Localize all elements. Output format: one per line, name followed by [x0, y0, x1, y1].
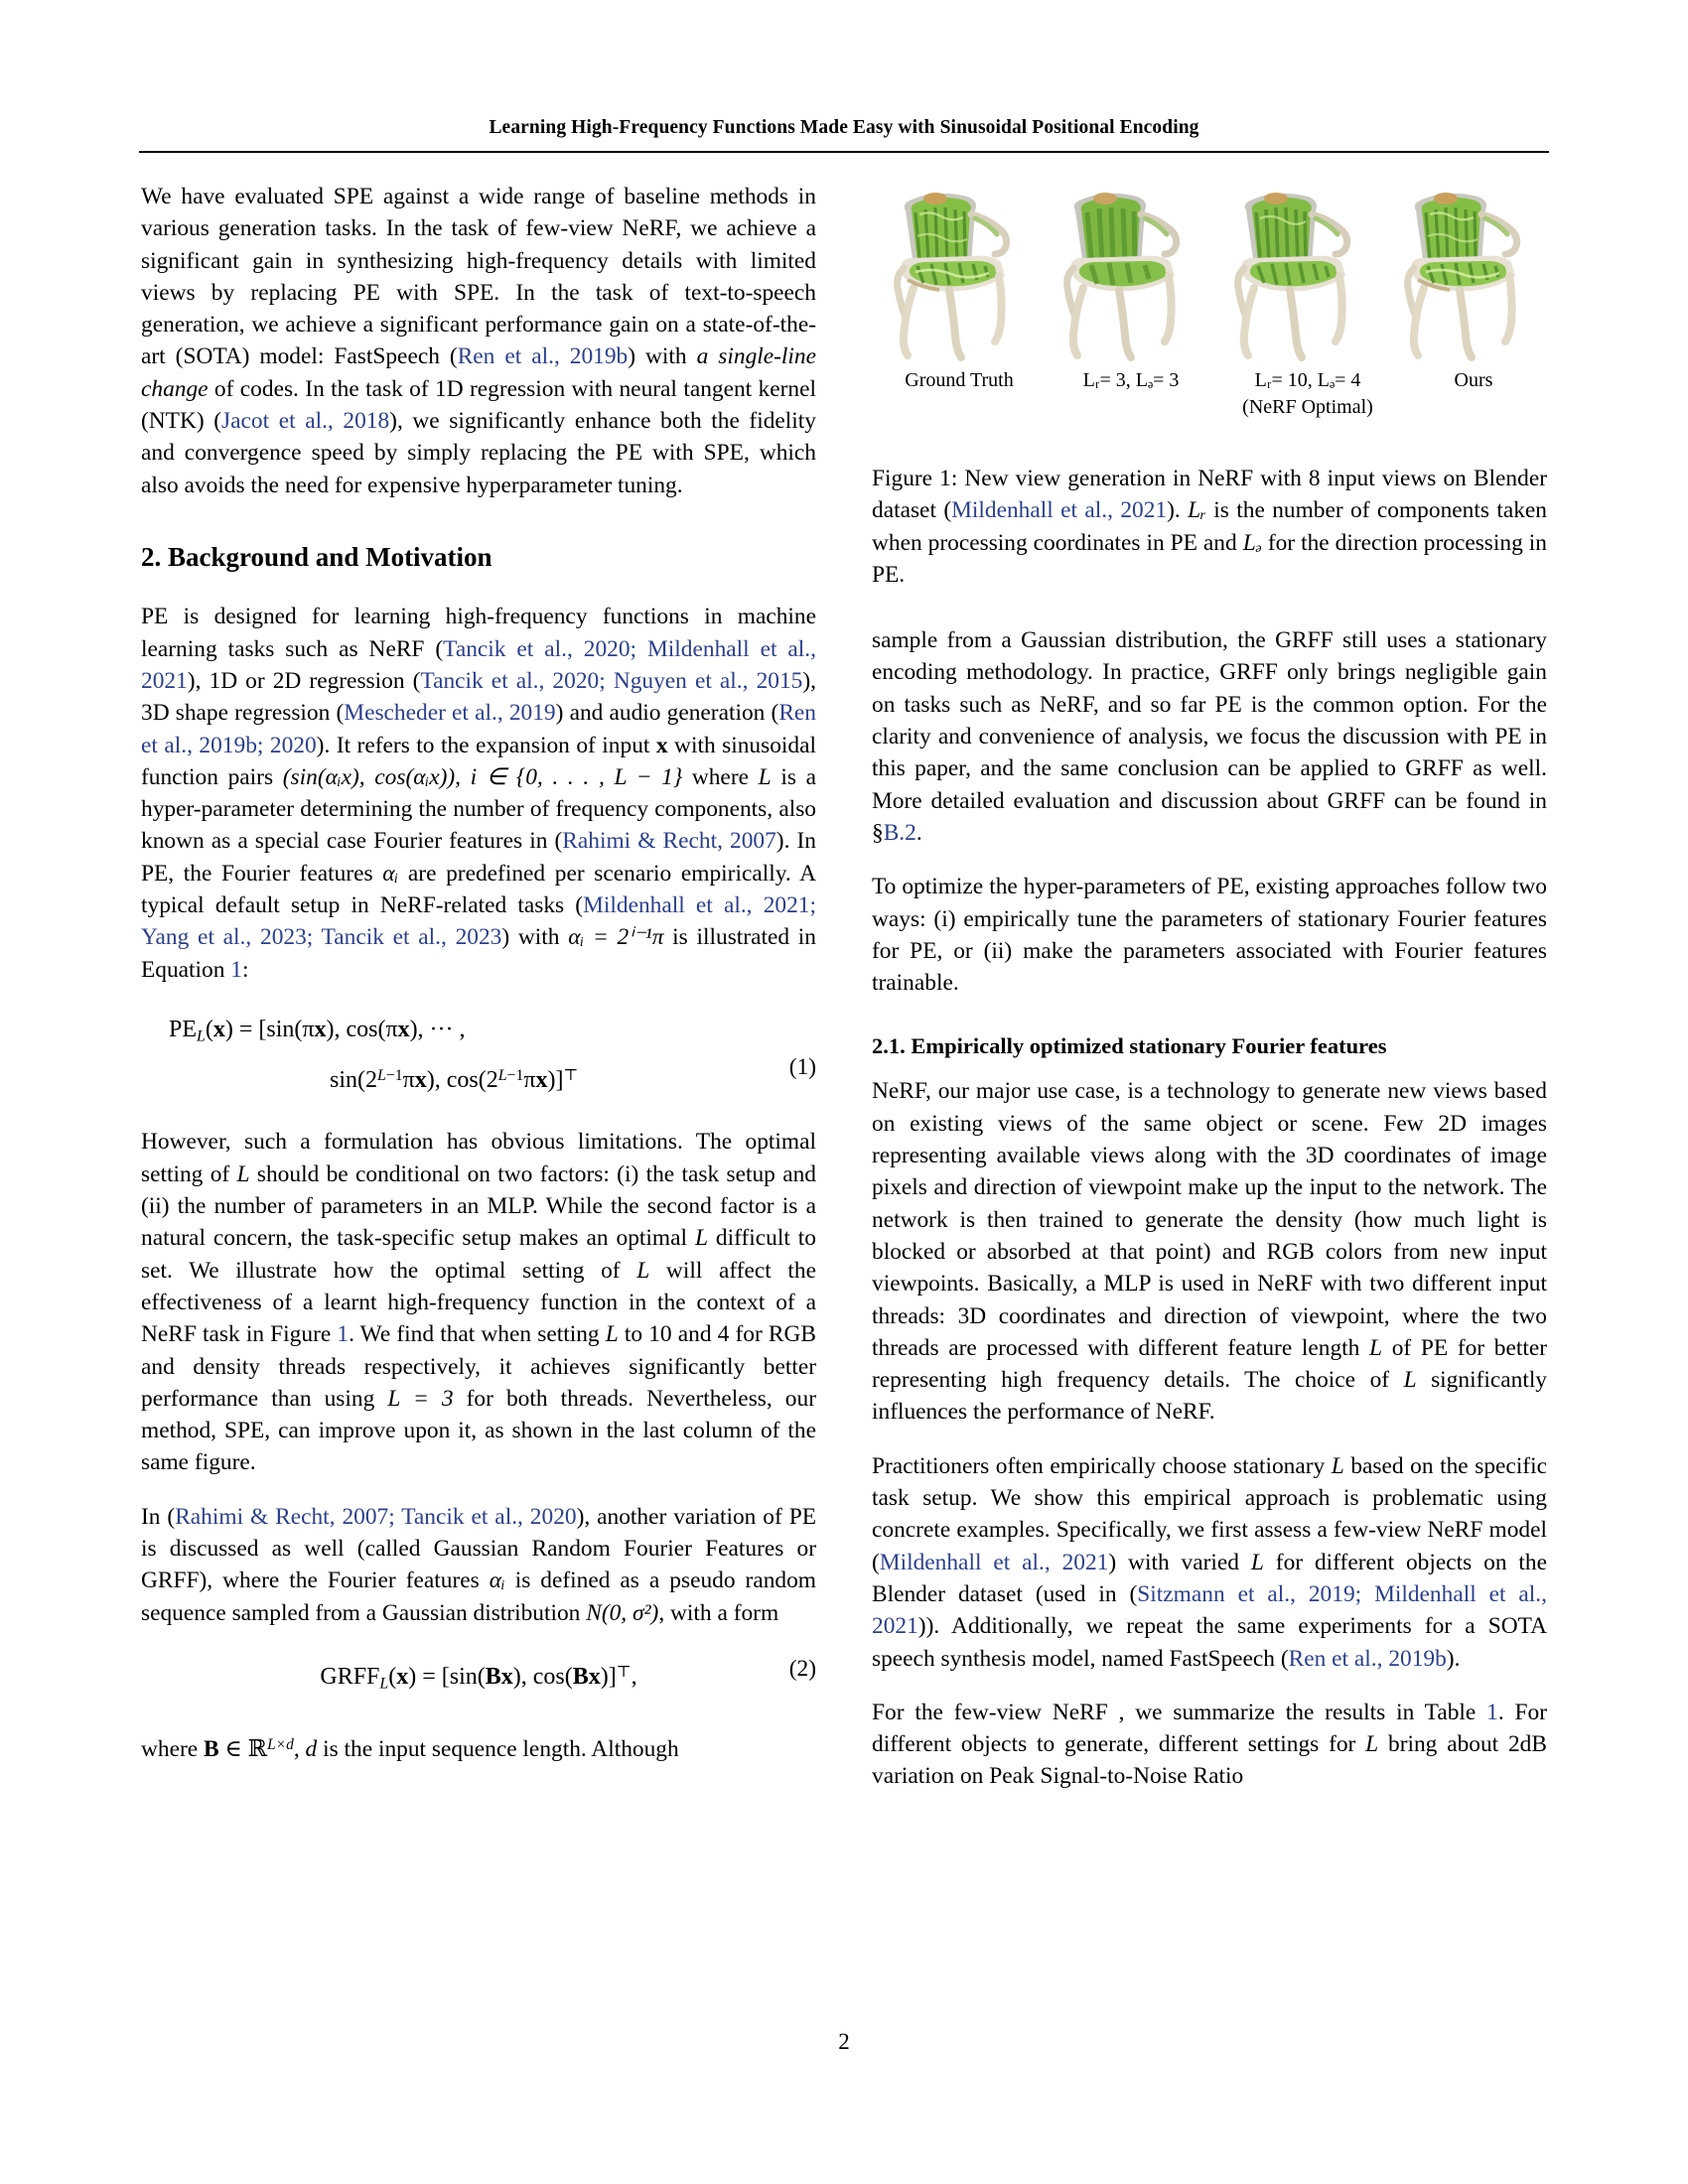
- citation-mildenhall-2021-d[interactable]: Mildenhall et al., 2021: [872, 1580, 1547, 1640]
- math-alpha-i: αᵢ: [489, 1568, 505, 1594]
- figure-label-text: Lᵣ= 3, Lₔ= 3: [1082, 369, 1180, 391]
- figure-1: [872, 181, 1547, 591]
- figure-image-ground-truth: [876, 181, 1033, 361]
- citation-jacot-2018[interactable]: Jacot et al., 2018: [221, 408, 390, 435]
- paragraph-pe-definition: [141, 601, 816, 986]
- text-run: ). In PE, the Fourier features: [141, 828, 817, 887]
- emphasis-single-line-change: a single-line change: [141, 343, 817, 402]
- text-run: Practitioners often empirically choose stationary: [872, 1452, 1332, 1479]
- equation-1-line-2: $\sin(2^{L-1}\pi x)$, $\cos(2^{L-1}\pi x)]^⊤$: [330, 1067, 579, 1094]
- citation-tancik-2020-c[interactable]: Tancik et al., 2020: [401, 1503, 577, 1530]
- chair-render-lr3-ld3: [1046, 185, 1202, 361]
- citation-separator: ;: [599, 667, 614, 694]
- figure-label-ground-truth: [872, 367, 1047, 421]
- equation-1-number: (1): [788, 1053, 816, 1080]
- text-run: However, such a formulation has obvious limitations. The optimal setting of: [141, 1129, 816, 1187]
- math-real-space: ℝ: [247, 1734, 268, 1763]
- text-run: is illustrated in Equation: [141, 924, 816, 983]
- paragraph-limitations: [141, 1126, 816, 1478]
- section-heading-background-and-motivation: 2. Background and Motivation: [141, 541, 492, 572]
- text-run: ), 3D shape regression (: [141, 667, 816, 727]
- text-run: ), 1D or 2D regression (: [187, 667, 421, 694]
- citation-separator: ;: [388, 1503, 402, 1530]
- figure-1-image-row: [872, 181, 1547, 361]
- math-Lr: Lᵣ: [1188, 497, 1206, 524]
- text-run: sample from a Gaussian distribution, the GRFF still uses a stationary encoding methodology. In practice, GRFF only brings negligible gain on tasks such as NeRF, and so far PE is the common option. For the clarity and convenience of analysis, we focus the discussion with PE in this paper, and the same conclusion can be applied to GRFF as well. More detailed evaluation and discussion about GRFF can be found in §: [872, 627, 1547, 846]
- text-run: )). Additionally, we repeat the same experiments for a SOTA speech synthesis model, named FastSpeech (: [872, 1613, 1547, 1672]
- equation-2-number: (2): [788, 1655, 816, 1682]
- citation-tancik-2020-b[interactable]: Tancik et al., 2020: [420, 667, 600, 694]
- figure-label-text: Ours: [1454, 369, 1493, 391]
- math-d: d: [305, 1736, 318, 1763]
- citation-mildenhall-2021-b[interactable]: Mildenhall et al., 2021: [583, 892, 810, 919]
- text-run: is defined as a pseudo random sequence sampled from a Gaussian distribution: [141, 1568, 816, 1626]
- math-L: L: [694, 1225, 708, 1252]
- subsection-heading-empirically-optimized: 2.1. Empirically optimized stationary Fourier features: [872, 1033, 1387, 1059]
- left-column: [141, 181, 816, 1766]
- text-run: is the input sequence length. Although: [317, 1736, 679, 1763]
- header-rule: [139, 151, 1549, 153]
- text-run: of codes. In the task of 1D regression with neural tangent kernel (NTK) (: [141, 375, 816, 435]
- text-run: where: [682, 763, 759, 790]
- figure-label-lr10-ld4: [1215, 367, 1400, 421]
- math-L: L: [1365, 1731, 1379, 1758]
- citation-mildenhall-2021-c[interactable]: Mildenhall et al., 2021: [879, 1549, 1109, 1575]
- running-header-title: Learning High-Frequency Functions Made Easy with Sinusoidal Positional Encoding: [489, 117, 1199, 138]
- math-gaussian-distribution: Ν(0, σ²): [586, 1599, 659, 1626]
- figure-image-ours: [1386, 181, 1543, 361]
- figure-1-caption: [872, 463, 1547, 591]
- reference-table-1[interactable]: 1: [1486, 1699, 1498, 1725]
- figure-1-label-row: [872, 367, 1547, 421]
- chair-render-lr10-ld4: [1216, 185, 1373, 361]
- text-run: :: [242, 956, 249, 983]
- math-L: L: [1250, 1549, 1264, 1575]
- math-L: L: [636, 1257, 650, 1284]
- citation-ren-2019b-2020[interactable]: Ren et al., 2019b; 2020: [141, 700, 817, 758]
- text-run: , with a form: [658, 1599, 779, 1626]
- citation-yang-2023[interactable]: Yang et al., 2023: [141, 924, 307, 951]
- equation-2-block: [141, 1653, 816, 1705]
- math-Ld: Lₔ: [1242, 529, 1262, 556]
- text-run: are predefined per scenario empirically. A typical default setup in NeRF-related tasks (: [141, 860, 816, 919]
- citation-mildenhall-2021-figure[interactable]: Mildenhall et al., 2021: [951, 497, 1168, 524]
- text-run: In (: [141, 1503, 176, 1530]
- text-run: bring about 2dB variation on Peak Signal-to-Noise Ratio: [872, 1731, 1547, 1790]
- text-run: is a hyper-parameter determining the number of frequency components, also known as a special case Fourier features in (: [141, 763, 816, 855]
- citation-nguyen-2015[interactable]: Nguyen et al., 2015: [613, 667, 803, 694]
- text-run: for the direction processing in PE.: [872, 529, 1547, 588]
- math-L: L: [605, 1321, 619, 1348]
- chair-render-ground-truth: [876, 185, 1033, 361]
- math-alpha-i: αᵢ: [382, 860, 399, 887]
- text-run: We have evaluated SPE against a wide range of baseline methods in various generation tasks. In the task of few-view NeRF, we achieve a significant gain in synthesizing high-frequency details with limited views by replacing PE with SPE. In the task of text-to-speech generation, we achieve a significant performance gain on a state-of-the-art (SOTA) model: FastSpeech (: [141, 184, 816, 370]
- text-run: NeRF, our major use case, is a technology to generate new views based on existing views of the same object or scene. Few 2D images representing available views along with the 3D coordinates of image pixels and direction of viewpoint make up the input to the network. The network is then trained to generate the density (how much light is blocked or absorbed at that point) and RGB colors from new input viewpoints. Basically, a MLP is used in NeRF with two different input threads: 3D coordinates and direction of viewpoint, where the two threads are processed with different feature length: [872, 1078, 1547, 1361]
- text-run: . We find that when setting: [349, 1321, 606, 1348]
- citation-ren-2019b[interactable]: Ren et al., 2019b: [457, 343, 629, 370]
- text-run: significantly influences the performance of NeRF.: [872, 1367, 1548, 1426]
- text-run: ), we significantly enhance both the fidelity and convergence speed by simply replacing the PE with SPE, which also avoids the need for expensive hyperparameter tuning.: [141, 408, 816, 498]
- right-column: [872, 181, 1547, 1793]
- citation-mescheder-2019[interactable]: Mescheder et al., 2019: [344, 700, 556, 727]
- text-run: Figure 1: New view generation in NeRF with 8 input views on Blender dataset (: [872, 466, 1547, 524]
- text-run: based on the specific task setup. We show this empirical approach is problematic using concrete examples. Specifically, we first assess a few-view NeRF model (: [872, 1452, 1547, 1575]
- figure-label-text: Ground Truth: [905, 369, 1014, 391]
- math-sinusoid-pairs: (sin(αᵢx), cos(αᵢx)), i ∈ {0, . . . , L − 1}: [282, 763, 683, 790]
- citation-rahimi-recht-2007-a[interactable]: Rahimi & Recht, 2007: [562, 828, 776, 855]
- math-L: L: [1403, 1367, 1417, 1394]
- text-run: .: [915, 819, 922, 846]
- reference-equation-1[interactable]: 1: [230, 956, 242, 983]
- text-run: ) with varied: [1108, 1549, 1251, 1575]
- figure-label-lr3-ld3: [1047, 367, 1215, 421]
- text-run: ), another variation of PE is discussed as well (called Gaussian Random Fourier Features or GRFF), where the Fourier features: [141, 1503, 816, 1594]
- paragraph-where-B: where B ∈ ℝ$^{L\times d}$, d is the input sequence length. Although: [141, 1734, 679, 1763]
- paragraph-grff: [141, 1501, 816, 1629]
- paragraph-practitioners: [872, 1450, 1547, 1675]
- text-run: . For different objects to generate, different settings for: [872, 1699, 1547, 1758]
- paragraph-grff-stationary: [872, 624, 1547, 849]
- citation-rahimi-recht-2007-b[interactable]: Rahimi & Recht, 2007: [175, 1503, 389, 1530]
- math-vector-x: x: [655, 732, 668, 758]
- text-run: difficult to set. We illustrate how the optimal setting of: [141, 1225, 816, 1284]
- text-run: should be conditional on two factors: (i) the task setup and (ii) the number of parameters in an MLP. While the second factor is a natural concern, the task-specific setup makes an optimal: [141, 1160, 816, 1252]
- citation-mildenhall-2021-a[interactable]: Mildenhall et al., 2021: [141, 635, 816, 694]
- math-L: L: [1331, 1452, 1344, 1479]
- chair-render-ours: [1386, 185, 1543, 361]
- reference-figure-1[interactable]: 1: [337, 1321, 350, 1348]
- citation-separator: ;: [306, 924, 322, 951]
- text-run: ) with: [501, 924, 569, 951]
- citation-ren-2019b-b[interactable]: Ren et al., 2019b: [1288, 1645, 1447, 1672]
- citation-tancik-2020-a[interactable]: Tancik et al., 2020: [443, 635, 631, 662]
- math-L: L: [236, 1160, 250, 1187]
- text-run: ,: [293, 1736, 306, 1763]
- paragraph-few-view-results: [872, 1697, 1547, 1793]
- paragraph-intro-evaluation: [141, 181, 816, 501]
- text-run: ).: [1446, 1645, 1461, 1672]
- text-run: will affect the effectiveness of a learnt high-frequency function in the context of a NeRF task in Figure: [141, 1257, 817, 1348]
- paragraph-optimize-hyperparameters: To optimize the hyper-parameters of PE, existing approaches follow two ways: (i) empirically tune the parameters of stationary Fourier features for PE, or (ii) make the parameters associated with Fourier features trainable.: [872, 874, 1547, 997]
- text-run: for both threads. Nevertheless, our method, SPE, can improve upon it, as shown in the last column of the same figure.: [141, 1385, 816, 1476]
- text-run: ). It refers to the expansion of input: [316, 732, 656, 758]
- text-run: PE is designed for learning high-frequency functions in machine learning tasks such as NeRF (: [141, 604, 816, 662]
- text-run: with sinusoidal function pairs: [141, 732, 816, 790]
- math-alpha-definition: αᵢ = 2ⁱ⁻¹π: [568, 924, 664, 951]
- text-run: of PE for better representing high frequency details. The choice of: [872, 1334, 1547, 1394]
- equation-1-line-1: $PE_L(x) = [\sin(\pi x)$, cos(πx), ··· ,: [169, 1016, 466, 1045]
- equation-1-block: [141, 1010, 816, 1101]
- text-run: ) and audio generation (: [555, 700, 779, 727]
- math-matrix-B: B: [204, 1736, 219, 1763]
- figure-label-text: Lᵣ= 10, Lₔ= 4: [1254, 369, 1361, 391]
- figure-image-lr3-ld3: [1046, 181, 1202, 361]
- equation-2-body: $GRFF_L(x) = [\sin(Bx)$, cos(Bx)]⊤,: [320, 1663, 637, 1693]
- figure-label-ours: [1400, 367, 1547, 421]
- text-run: to 10 and 4 for RGB and density threads respectively, it achieves significantly better performance than using: [141, 1321, 817, 1412]
- text-run: ) with: [628, 343, 697, 370]
- text-run: For the few-view NeRF , we summarize the results in Table: [872, 1699, 1487, 1725]
- citation-separator: ;: [809, 892, 816, 919]
- math-L: L: [758, 763, 772, 790]
- math-L: L: [1369, 1334, 1383, 1361]
- figure-label-subtext: (NeRF Optimal): [1242, 396, 1373, 418]
- reference-appendix-b2[interactable]: B.2: [883, 819, 916, 846]
- page-number: 2: [838, 2029, 850, 2054]
- citation-tancik-2023[interactable]: Tancik et al., 2023: [321, 924, 502, 951]
- citation-sitzmann-2019[interactable]: Sitzmann et al., 2019: [1137, 1580, 1355, 1607]
- text-run: is the number of components taken when processing coordinates in PE and: [872, 497, 1547, 556]
- text-run: ∈: [218, 1736, 248, 1763]
- figure-image-lr10-ld4: [1216, 181, 1373, 361]
- citation-separator: ;: [630, 635, 647, 662]
- spacer: [872, 591, 1547, 624]
- paragraph-nerf-overview: [872, 1075, 1547, 1428]
- citation-separator: ;: [1354, 1580, 1375, 1607]
- math-L-equals-3: L = 3: [387, 1385, 454, 1412]
- text-run: where: [141, 1736, 204, 1763]
- text-run: ).: [1167, 497, 1189, 524]
- text-run: for different objects on the Blender dataset (used in (: [872, 1549, 1547, 1607]
